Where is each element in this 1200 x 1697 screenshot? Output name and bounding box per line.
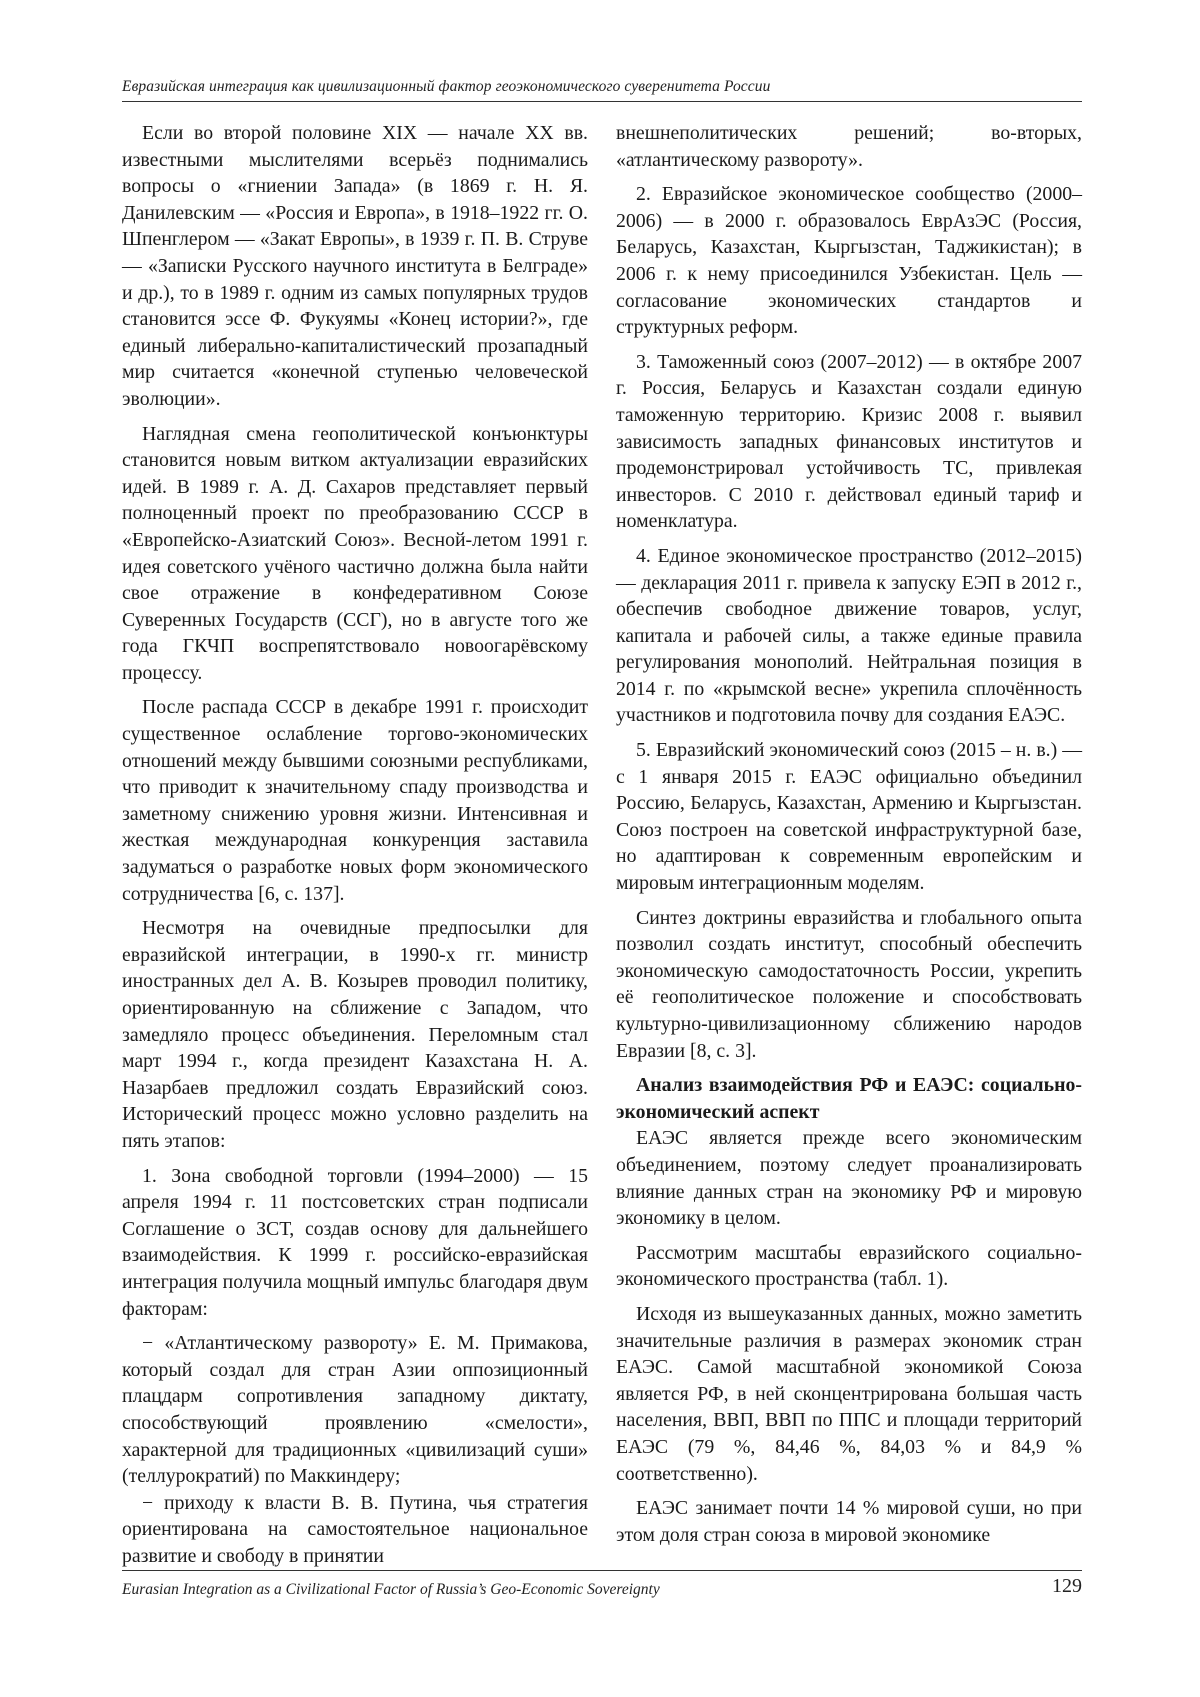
- list-item-bullet: − приходу к власти В. В. Путина, чья стратегия ориентирована на самостоятельное национальное развитие и свободу в принятии: [122, 1491, 588, 1567]
- paragraph: ЕАЭС является прежде всего экономическим объединением, поэтому следует проанализировать влияние данных стран на экономику РФ и мировую экономику в целом.: [616, 1127, 1082, 1230]
- paragraph: Если во второй половине XIX — начале XX вв. известными мыслителями всерьёз поднимались вопросы о «гниении Запада» (в 1869 г. Н. Я. Данилевским — «Россия и Европа», в 1918–1922 гг. О. Шпенглером — «Закат Европы», в 1939 г. П. В. Струве — «Записки Русского научного института в Белграде» и др.), то в 1989 г. одним из самых популярных трудов становится эссе Ф. Фукуямы «Конец истории?», где единый либерально-капиталистический прозападный мир считается «конечной ступенью человеческой эволюции».: [122, 122, 588, 410]
- paragraph: Рассмотрим масштабы евразийского социально-экономического пространства (табл. 1).: [616, 1241, 1082, 1291]
- list-item-stage-4: 4. Единое экономическое пространство (2012–2015) — декларация 2011 г. привела к запуску ЕЭП в 2012 г., обеспечив свободное движение товаров, услуг, капитала и рабочей силы, а также единые правила регулирования монополий. Нейтральная позиция в 2014 г. по «крымской весне» укрепила сплочённость участников и подготовила почву для создания ЕАЭС.: [616, 544, 1082, 727]
- left-column: [122, 120, 588, 1577]
- list-item-stage-5: 5. Евразийский экономический союз (2015 – н. в.) — с 1 января 2015 г. ЕАЭС официально объединил Россию, Беларусь, Казахстан, Армению и Кыргызстан. Союз построен на советской инфраструктурной базе, но адаптирован к современным европейским и мировым интеграционным моделям.: [616, 739, 1082, 895]
- paragraph: Наглядная смена геополитической конъюнктуры становится новым витком актуализации евразийских идей. В 1989 г. А. Д. Сахаров представляет первый полноценный проект по преобразованию СССР в «Европейско-Азиатский Союз». Весной-летом 1991 г. идея советского учёного частично должна была найти свое отражение в конфедеративном Союзе Суверенных Государств (ССГ), но в августе того же года ГКЧП воспрепятствовало новоогарёвскому процессу.: [122, 422, 588, 684]
- page-number: 129: [1052, 1575, 1082, 1597]
- footer-divider: [122, 1570, 1082, 1571]
- running-footer: Eurasian Integration as a Civilizational Factor of Russia’s Geo-Economic Sovereignty: [122, 1581, 660, 1598]
- running-header: Евразийская интеграция как цивилизационный фактор геоэкономического суверенитета России: [122, 78, 771, 95]
- paragraph-continued: внешнеполитических решений; во-вторых, «атлантическому развороту».: [616, 122, 1082, 171]
- list-item-bullet: − «Атлантическому развороту» Е. М. Примакова, который создал для стран Азии оппозиционный плацдарм сопротивления западному диктату, способствующий проявлению «смелости», характерной для традиционных «цивилизаций суши» (теллурократий) по Маккиндеру;: [122, 1332, 588, 1488]
- header-divider: [122, 101, 1082, 102]
- list-item-stage-3: 3. Таможенный союз (2007–2012) — в октябре 2007 г. Россия, Беларусь и Казахстан создали единую таможенную территорию. Кризис 2008 г. выявил зависимость западных финансовых институтов и продемонстрировал устойчивость ТС, привлекая инвесторов. С 2010 г. действовал единый тариф и номенклатура.: [616, 350, 1082, 533]
- right-column: [616, 120, 1082, 1556]
- list-item-stage-1: 1. Зона свободной торговли (1994–2000) — 15 апреля 1994 г. 11 постсоветских стран подписали Соглашение о ЗСТ, создав основу для дальнейшего взаимодействия. К 1999 г. российско-евразийская интеграция получила мощный импульс благодаря двум факторам:: [122, 1164, 588, 1320]
- list-item-stage-2: 2. Евразийское экономическое сообщество (2000–2006) — в 2000 г. образовалось ЕврАзЭС (Россия, Беларусь, Казахстан, Кыргызстан, Таджикистан); в 2006 г. к нему присоединился Узбекистан. Цель — согласование экономических стандартов и структурных реформ.: [616, 183, 1082, 339]
- paragraph: Исходя из вышеуказанных данных, можно заметить значительные различия в размерах экономик стран ЕАЭС. Самой масштабной экономикой Союза является РФ, в ней сконцентрирована большая часть населения, ВВП, ВВП по ППС и площади территорий ЕАЭС (79 %, 84,46 %, 84,03 % и 84,9 % соответственно).: [616, 1302, 1082, 1485]
- paragraph: Синтез доктрины евразийства и глобального опыта позволил создать институт, способный обеспечить экономическую самодостаточность России, укрепить её геополитическое положение и способствовать культурно-цивилизационному сближению народов Евразии [8, с. 3].: [616, 906, 1082, 1062]
- paragraph: После распада СССР в декабре 1991 г. происходит существенное ослабление торгово-экономических отношений между бывшими союзными республиками, что приводит к значительному спаду производства и заметному снижению уровня жизни. Интенсивная и жесткая международная конкуренция заставила задуматься о разработке новых форм экономического сотрудничества [6, с. 137].: [122, 696, 588, 905]
- paragraph: Несмотря на очевидные предпосылки для евразийской интеграции, в 1990-х гг. министр иностранных дел А. В. Козырев проводил политику, ориентированную на сближение с Западом, что замедляло процесс объединения. Переломным стал март 1994 г., когда президент Казахстана Н. А. Назарбаев предложил создать Евразийский союз. Исторический процесс можно условно разделить на пять этапов:: [122, 917, 588, 1152]
- paragraph: ЕАЭС занимает почти 14 % мировой суши, но при этом доля стран союза в мировой экономике: [616, 1497, 1082, 1546]
- section-heading: Анализ взаимодействия РФ и ЕАЭС: социально-экономический аспект: [616, 1074, 1082, 1123]
